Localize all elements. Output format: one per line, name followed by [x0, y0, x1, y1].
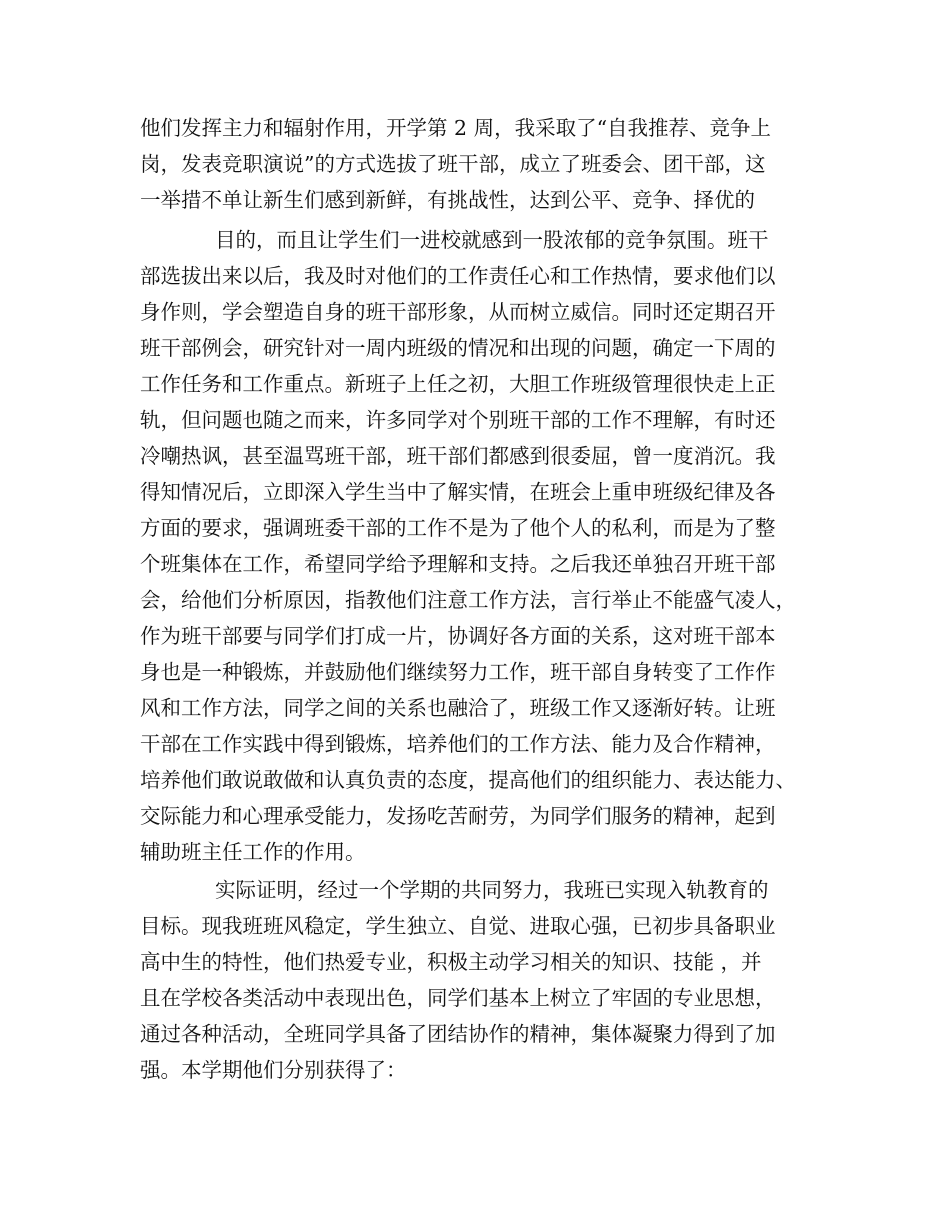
text-line: 目的，而且让学生们一进校就感到一股浓郁的竞争氛围。班干	[215, 228, 769, 252]
text-line: 目标。现我班班风稳定，学生独立、自觉、进取心强，已初步具备职业	[140, 914, 776, 938]
text-line: 作为班干部要与同学们打成一片，协调好各方面的关系，这对班干部本	[140, 624, 776, 648]
text-line: 个班集体在工作，希望同学给予理解和支持。之后我还单独召开班干部	[140, 552, 776, 576]
text-line: 风和工作方法，同学之间的关系也融洽了，班级工作又逐渐好转。让班	[140, 696, 776, 720]
text-line: 辅助班主任工作的作用。	[140, 840, 366, 864]
text-line: 实际证明，经过一个学期的共同努力，我班已实现入轨教育的	[215, 878, 769, 902]
text-line: 班干部例会，研究针对一周内班级的情况和出现的问题，确定一下周的	[140, 336, 776, 360]
text-line: 方面的要求，强调班委干部的工作不是为了他个人的私利，而是为了整	[140, 516, 776, 540]
text-line: 轨，但问题也随之而来，许多同学对个别班干部的工作不理解，有时还	[140, 408, 776, 432]
text-line: 部选拔出来以后，我及时对他们的工作责任心和工作热情，要求他们以	[140, 264, 776, 288]
text-line: 得知情况后，立即深入学生当中了解实情，在班会上重申班级纪律及各	[140, 480, 776, 504]
text-line: 高中生的特性，他们热爱专业，积极主动学习相关的知识、技能 ，并	[140, 950, 762, 974]
text-line: 培养他们敢说敢做和认真负责的态度，提高他们的组织能力、表达能力、	[140, 768, 796, 792]
text-line: 会，给他们分析原因，指教他们注意工作方法，言行举止不能盛气凌人，	[140, 588, 796, 612]
text-line: 身也是一种锻炼，并鼓励他们继续努力工作，班干部自身转变了工作作	[140, 660, 776, 684]
text-line: 交际能力和心理承受能力，发扬吃苦耐劳，为同学们服务的精神，起到	[140, 804, 776, 828]
text-line: 冷嘲热讽，甚至温骂班干部，班干部们都感到很委屈，曾一度消沉。我	[140, 444, 776, 468]
text-line: 他们发挥主力和辐射作用，开学第 2 周，我采取了“自我推荐、竞争上	[140, 116, 772, 140]
text-line: 强。本学期他们分别获得了：	[140, 1058, 407, 1082]
text-line: 通过各种活动，全班同学具备了团结协作的精神，集体凝聚力得到了加	[140, 1022, 776, 1046]
text-line: 且在学校各类活动中表现出色，同学们基本上树立了牢固的专业思想，	[140, 986, 776, 1010]
text-line: 工作任务和工作重点。新班子上任之初，大胆工作班级管理很快走上正	[140, 372, 776, 396]
text-line: 一举措不单让新生们感到新鲜，有挑战性，达到公平、竞争、择优的	[140, 188, 755, 212]
text-line: 岗，发表竞职演说”的方式选拔了班干部，成立了班委会、团干部，这	[140, 152, 766, 176]
text-line: 身作则，学会塑造自身的班干部形象，从而树立威信。同时还定期召开	[140, 300, 776, 324]
text-line: 干部在工作实践中得到锻炼，培养他们的工作方法、能力及合作精神，	[140, 732, 776, 756]
